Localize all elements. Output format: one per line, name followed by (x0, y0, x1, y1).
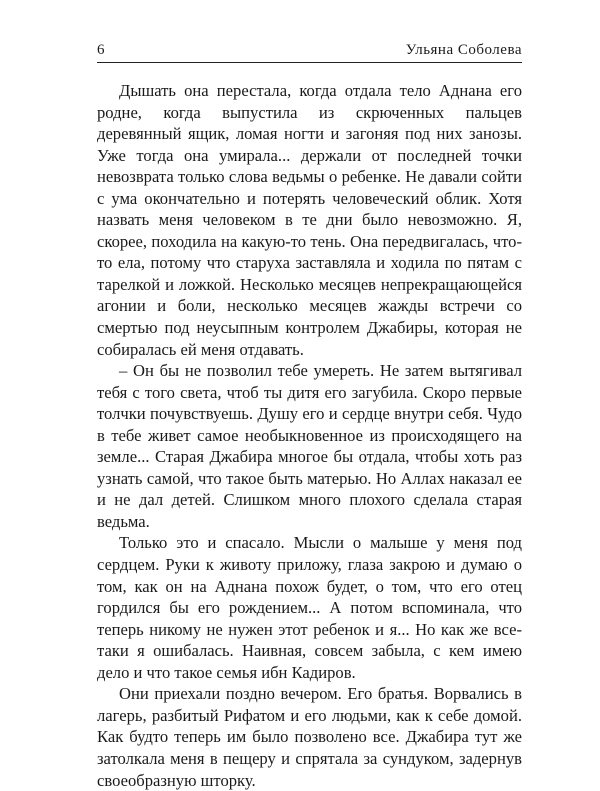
body-text (97, 80, 522, 791)
paragraph: Они приехали поздно вечером. Его братья. Ворвались в лагерь, разбитый Рифатом и его людьми, как к себе домой. Как будто теперь им было позволено все. Джабира тут же затолкала меня в пещеру и спрятала за сундуком, задернув своеобразную шторку. (97, 684, 522, 790)
paragraph: Только это и спасало. Мысли о малыше у меня под сердцем. Руки к животу приложу, глаза закрою и думаю о том, как он на Аднана похож будет, о том, что его отец гордился бы его рождением... А потом вспоминала, что теперь никому не нужен этот ребенок и я... Но как же все-таки я ошибалась. Наивная, совсем забыла, с кем имею дело и что такое семья ибн Кадиров. (97, 533, 522, 682)
page-header (97, 38, 522, 63)
running-title: Ульяна Соболева (405, 42, 522, 58)
page-number: 6 (97, 42, 105, 58)
paragraph: Дышать она перестала, когда отдала тело Аднана его родне, когда выпустила из скрюченных пальцев деревянный ящик, ломая ногти и загоняя под них занозы. Уже тогда она умирала... держали от последней точки невозврата только слова ведьмы о ребенке. Не давали сойти с ума окончательно и потерять человеческий облик. Хотя назвать меня человеком в те дни было невозможно. Я, скорее, походила на какую-то тень. Она передвигалась, что-то ела, потому что старуха заставляла и ходила по пятам с тарелкой и ложкой. Несколько месяцев непрекращающейся агонии и боли, несколько месяцев жажды встречи со смертью под неусыпным контролем Джабиры, которая не собиралась ей меня отдавать. (97, 81, 522, 359)
paragraph: – Он бы не позволил тебе умереть. Не затем вытягивал тебя с того света, чтоб ты дитя его загубила. Скоро первые толчки почувствуешь. Душу его и сердце внутри себя. Чудо в тебе живет самое необыкновенное из происходящего на земле... Старая Джабира многое бы отдала, чтобы хоть раз узнать самой, что такое быть матерью. Но Аллах наказал ее и не дал детей. Слишком много плохого сделала старая ведьма. (97, 361, 522, 531)
